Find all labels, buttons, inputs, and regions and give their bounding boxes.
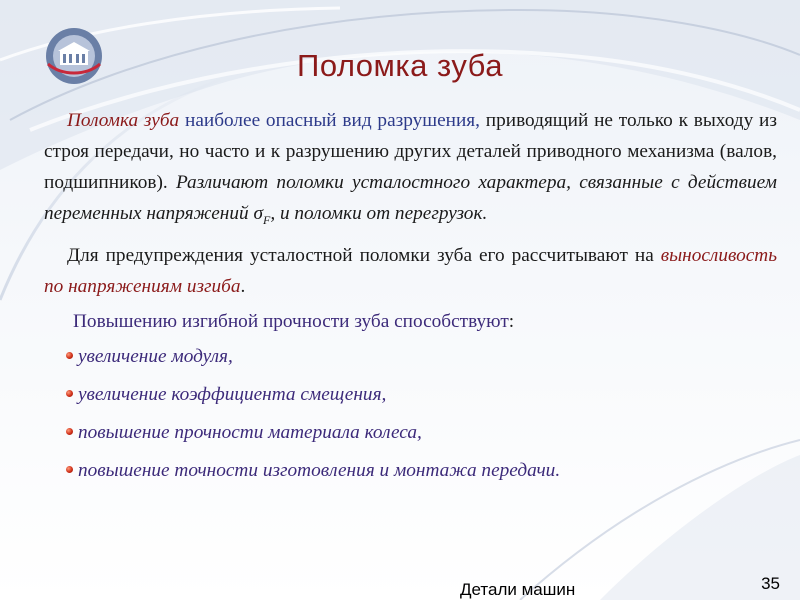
term-descriptor: наиболее опасный вид разрушения, — [179, 110, 480, 131]
slide-content — [44, 105, 777, 493]
fatigue-strength-term: выносливость по напряжениям изгиба — [44, 244, 777, 297]
paragraph-tooth-breakage — [44, 105, 777, 236]
list-item-text: увеличение модуля, — [78, 345, 233, 367]
list-item — [66, 341, 777, 372]
measures-heading-colon: : — [508, 310, 515, 332]
list-item-text: повышение прочности материала колеса, — [78, 421, 422, 443]
footer-course-label: Детали машин — [460, 580, 576, 599]
term-tooth-breakage: Поломка зуба — [67, 110, 180, 131]
paragraph-fatigue-calculation — [44, 240, 777, 302]
measures-heading — [73, 306, 777, 337]
list-item-text: увеличение коэффициента смещения, — [78, 383, 387, 405]
list-item — [66, 417, 777, 448]
list-item — [66, 379, 777, 410]
red-sphere-bullet-icon — [66, 390, 73, 397]
red-sphere-bullet-icon — [66, 428, 73, 435]
paragraph1-italic-end: , и поломки от перегрузок. — [270, 203, 488, 224]
paragraph2-text: Для предупреждения усталостной поломки зуба его рассчитывают на — [67, 244, 661, 266]
list-item-text: повышение точности изготовления и монтажа передачи. — [78, 459, 561, 481]
measures-heading-text: Повышению изгибной прочности зуба способствуют — [73, 310, 509, 332]
paragraph1-italic: Различают поломки усталостного характера, связанные с действием переменных напряжений σ — [44, 172, 777, 224]
paragraph2-end: . — [240, 275, 246, 297]
sigma-subscript: F — [262, 212, 271, 227]
red-sphere-bullet-icon — [66, 352, 73, 359]
page-number: 35 — [761, 574, 780, 593]
slide-title: Поломка зуба — [297, 48, 503, 83]
measures-list — [44, 341, 777, 486]
list-item — [66, 455, 777, 486]
red-sphere-bullet-icon — [66, 466, 73, 473]
paragraph1-rest: приводящий не только к выходу из строя передачи, но часто и к разрушению других деталей приводного механизма (валов, подшипников). — [44, 110, 777, 193]
